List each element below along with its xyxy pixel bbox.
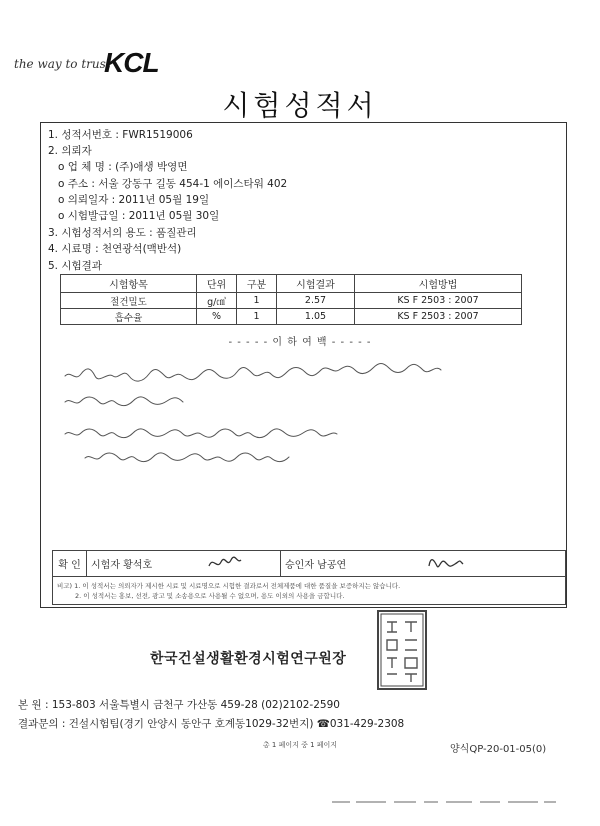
signature-row (53, 551, 566, 577)
tester-signature-image (205, 552, 245, 572)
cell-method: KS F 2503 : 2007 (355, 293, 522, 309)
cell-result: 2.57 (277, 293, 355, 309)
end-of-results-mark: - - - - - 이 하 여 백 - - - - - (228, 337, 372, 348)
form-number: 양식QP-20-01-05(0) (450, 744, 547, 755)
note-2: 2. 이 성적서는 홍보, 선전, 광고 및 소송용으로 사용될 수 없으며, 용도 이외의 사용을 금합니다. (75, 591, 345, 600)
request-date: o 의뢰일자 : 2011년 05월 19일 (58, 194, 210, 206)
cell-unit: g/㎤ (197, 293, 237, 309)
handwriting-line-3 (65, 429, 337, 438)
cell-test-item: 흡수율 (61, 309, 197, 325)
table-row (61, 309, 522, 325)
note-1: 비고) 1. 이 성적서는 의뢰자가 제시한 시료 및 시료명으로 시험한 결과로서 전체제품에 대한 품질을 보증하지는 않습니다. (57, 581, 401, 590)
approver-label: 승인자 남공연 (281, 551, 421, 577)
report-purpose: 3. 시험성적서의 용도 : 품질관리 (48, 227, 197, 239)
header-category: 구분 (237, 275, 277, 293)
seal-image (379, 612, 425, 688)
header-method: 시험방법 (355, 275, 522, 293)
results-table (60, 274, 522, 325)
handwriting-line-2 (65, 397, 183, 406)
inquiry-contact: 결과문의 : 건설시험팀(경기 안양시 동안구 호계동1029-32번지) ☎031-429-2308 (18, 718, 405, 730)
official-seal (377, 610, 427, 690)
sample-name: 4. 시료명 : 천연광석(맥반석) (48, 243, 182, 255)
handwriting-line-4 (85, 453, 289, 462)
results-heading: 5. 시험결과 (48, 260, 102, 272)
notes-cell (53, 577, 566, 605)
cell-category: 1 (237, 293, 277, 309)
approver-signature (421, 551, 566, 577)
kcl-logo: KCL (104, 47, 159, 78)
confirmation-label: 확 인 (53, 551, 87, 577)
tester-label: 시험자 황석호 (87, 551, 201, 577)
results-header-row (61, 275, 522, 293)
company-name: o 업 체 명 : (주)애생 박영면 (58, 161, 188, 173)
issue-date: o 시험발급일 : 2011년 05월 30일 (58, 210, 220, 222)
document-title: 시험성적서 (222, 89, 378, 122)
company-address: o 주소 : 서울 강동구 길동 454-1 에이스타워 402 (58, 178, 288, 190)
cell-unit: % (197, 309, 237, 325)
cell-test-item: 절건밀도 (61, 293, 197, 309)
confirmation-table (52, 550, 566, 605)
head-office-address: 본 원 : 153-803 서울특별시 금천구 가산동 459-28 (02)2102-2590 (18, 699, 340, 711)
company-tagline: the way to trust (14, 57, 111, 71)
cell-category: 1 (237, 309, 277, 325)
handwritten-annotation (60, 362, 530, 472)
header-unit: 단위 (197, 275, 237, 293)
page-info: 총 1 페이지 중 1 페이지 (262, 741, 338, 749)
handwriting-line-1 (65, 364, 441, 382)
tester-signature (201, 551, 281, 577)
institute-name: 한국건설생활환경시험연구원장 (150, 651, 347, 667)
table-row (61, 293, 522, 309)
client-heading: 2. 의뢰자 (48, 145, 92, 157)
header-result: 시험결과 (277, 275, 355, 293)
header-test-item: 시험항목 (61, 275, 197, 293)
approver-signature-image (425, 552, 465, 572)
report-number: 1. 성적서번호 : FWR1519006 (48, 129, 193, 141)
cell-method: KS F 2503 : 2007 (355, 309, 522, 325)
cell-result: 1.05 (277, 309, 355, 325)
notes-row (53, 577, 566, 605)
fax-header-strip (330, 796, 560, 808)
